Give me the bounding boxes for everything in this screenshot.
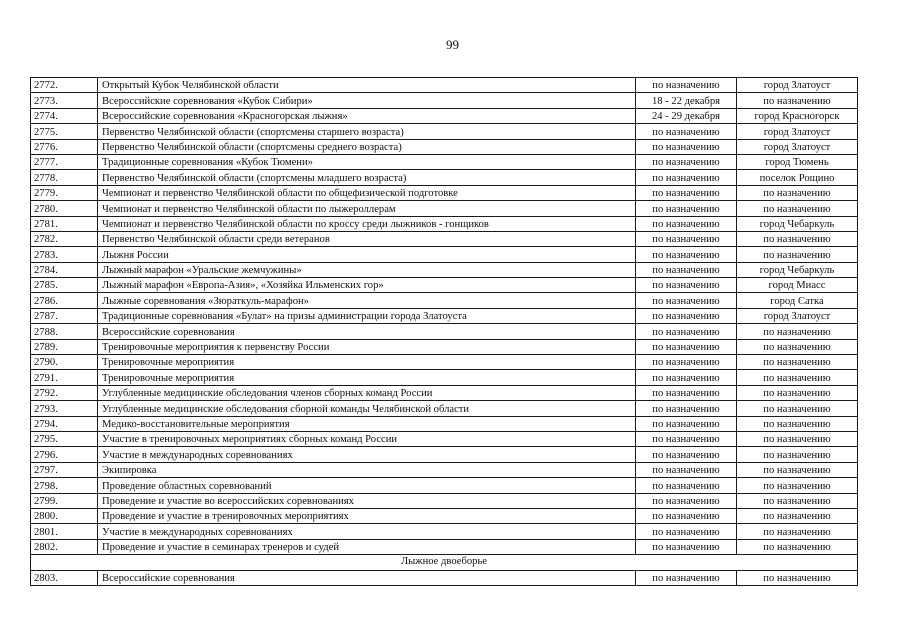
row-number: 2791. bbox=[31, 370, 98, 385]
event-place: по назначению bbox=[737, 570, 858, 585]
event-name: Чемпионат и первенство Челябинской области по общефизической подготовке bbox=[98, 185, 636, 200]
row-number: 2787. bbox=[31, 308, 98, 323]
event-date: по назначению bbox=[636, 478, 737, 493]
event-date: по назначению bbox=[636, 370, 737, 385]
event-place: по назначению bbox=[737, 462, 858, 477]
event-name: Традиционные соревнования «Кубок Тюмени» bbox=[98, 154, 636, 169]
event-place: город Миасс bbox=[737, 278, 858, 293]
table-row bbox=[31, 462, 858, 477]
event-name: Лыжный марафон «Европа-Азия», «Хозяйка Ильменских гор» bbox=[98, 278, 636, 293]
event-date: по назначению bbox=[636, 385, 737, 400]
event-place: город Красногорск bbox=[737, 108, 858, 123]
event-place: по назначению bbox=[737, 401, 858, 416]
event-date: по назначению bbox=[636, 247, 737, 262]
row-number: 2790. bbox=[31, 355, 98, 370]
row-number: 2794. bbox=[31, 416, 98, 431]
table-row bbox=[31, 185, 858, 200]
event-date: по назначению bbox=[636, 524, 737, 539]
event-date: по назначению bbox=[636, 185, 737, 200]
event-name: Проведение и участие в семинарах тренеров и судей bbox=[98, 539, 636, 554]
event-name: Тренировочные мероприятия bbox=[98, 370, 636, 385]
event-place: по назначению bbox=[737, 539, 858, 554]
event-place: по назначению bbox=[737, 447, 858, 462]
row-number: 2802. bbox=[31, 539, 98, 554]
row-number: 2784. bbox=[31, 262, 98, 277]
event-name: Тренировочные мероприятия к первенству России bbox=[98, 339, 636, 354]
table-row bbox=[31, 478, 858, 493]
table-row bbox=[31, 139, 858, 154]
table-row bbox=[31, 431, 858, 446]
event-date: по назначению bbox=[636, 539, 737, 554]
table-row bbox=[31, 293, 858, 308]
event-date: по назначению bbox=[636, 308, 737, 323]
event-place: по назначению bbox=[737, 385, 858, 400]
table-row bbox=[31, 308, 858, 323]
event-place: по назначению bbox=[737, 431, 858, 446]
event-name: Первенство Челябинской области среди ветеранов bbox=[98, 231, 636, 246]
event-date: по назначению bbox=[636, 278, 737, 293]
event-name: Участие в международных соревнованиях bbox=[98, 524, 636, 539]
row-number: 2778. bbox=[31, 170, 98, 185]
event-name: Первенство Челябинской области (спортсмены младшего возраста) bbox=[98, 170, 636, 185]
event-place: город Сатка bbox=[737, 293, 858, 308]
row-number: 2773. bbox=[31, 93, 98, 108]
event-name: Экипировка bbox=[98, 462, 636, 477]
event-date: по назначению bbox=[636, 231, 737, 246]
row-number: 2772. bbox=[31, 78, 98, 93]
row-number: 2774. bbox=[31, 108, 98, 123]
event-place: по назначению bbox=[737, 93, 858, 108]
event-name: Всероссийские соревнования bbox=[98, 324, 636, 339]
row-number: 2786. bbox=[31, 293, 98, 308]
row-number: 2785. bbox=[31, 278, 98, 293]
event-name: Проведение областных соревнований bbox=[98, 478, 636, 493]
event-date: по назначению bbox=[636, 124, 737, 139]
event-place: город Златоуст bbox=[737, 78, 858, 93]
event-name: Всероссийские соревнования «Красногорская лыжня» bbox=[98, 108, 636, 123]
row-number: 2779. bbox=[31, 185, 98, 200]
event-date: по назначению bbox=[636, 262, 737, 277]
table-row bbox=[31, 539, 858, 554]
event-place: по назначению bbox=[737, 355, 858, 370]
row-number: 2793. bbox=[31, 401, 98, 416]
event-date: по назначению bbox=[636, 324, 737, 339]
event-date: по назначению bbox=[636, 570, 737, 585]
event-date: по назначению bbox=[636, 462, 737, 477]
event-name: Традиционные соревнования «Булат» на призы администрации города Златоуста bbox=[98, 308, 636, 323]
table-row bbox=[31, 355, 858, 370]
event-name: Лыжный марафон «Уральские жемчужины» bbox=[98, 262, 636, 277]
event-place: город Тюмень bbox=[737, 154, 858, 169]
row-number: 2788. bbox=[31, 324, 98, 339]
event-place: по назначению bbox=[737, 524, 858, 539]
event-place: город Чебаркуль bbox=[737, 216, 858, 231]
event-place: город Златоуст bbox=[737, 308, 858, 323]
event-place: по назначению bbox=[737, 493, 858, 508]
section-header-row bbox=[31, 555, 858, 570]
table-row bbox=[31, 447, 858, 462]
table-row bbox=[31, 324, 858, 339]
table-row bbox=[31, 339, 858, 354]
event-name: Проведение и участие в тренировочных мероприятиях bbox=[98, 508, 636, 523]
event-date: по назначению bbox=[636, 416, 737, 431]
table-row bbox=[31, 247, 858, 262]
event-name: Лыжня России bbox=[98, 247, 636, 262]
table-row bbox=[31, 108, 858, 123]
table-row bbox=[31, 508, 858, 523]
events-table-body bbox=[31, 78, 858, 586]
event-name: Чемпионат и первенство Челябинской области по лыжероллерам bbox=[98, 201, 636, 216]
row-number: 2792. bbox=[31, 385, 98, 400]
row-number: 2783. bbox=[31, 247, 98, 262]
event-name: Чемпионат и первенство Челябинской области по кроссу среди лыжников - гонщиков bbox=[98, 216, 636, 231]
event-date: по назначению bbox=[636, 78, 737, 93]
event-place: по назначению bbox=[737, 231, 858, 246]
event-date: по назначению bbox=[636, 201, 737, 216]
event-name: Углубленные медицинские обследования сборной команды Челябинской области bbox=[98, 401, 636, 416]
event-place: поселок Рощино bbox=[737, 170, 858, 185]
event-date: по назначению bbox=[636, 154, 737, 169]
table-row bbox=[31, 370, 858, 385]
event-place: по назначению bbox=[737, 247, 858, 262]
event-date: по назначению bbox=[636, 508, 737, 523]
table-row bbox=[31, 170, 858, 185]
table-row bbox=[31, 231, 858, 246]
table-row bbox=[31, 278, 858, 293]
event-name: Всероссийские соревнования bbox=[98, 570, 636, 585]
row-number: 2801. bbox=[31, 524, 98, 539]
event-date: по назначению bbox=[636, 431, 737, 446]
row-number: 2780. bbox=[31, 201, 98, 216]
event-date: по назначению bbox=[636, 293, 737, 308]
event-place: по назначению bbox=[737, 324, 858, 339]
event-place: по назначению bbox=[737, 478, 858, 493]
row-number: 2795. bbox=[31, 431, 98, 446]
event-date: по назначению bbox=[636, 355, 737, 370]
row-number: 2798. bbox=[31, 478, 98, 493]
row-number: 2799. bbox=[31, 493, 98, 508]
table-row bbox=[31, 385, 858, 400]
event-name: Открытый Кубок Челябинской области bbox=[98, 78, 636, 93]
row-number: 2782. bbox=[31, 231, 98, 246]
event-date: по назначению bbox=[636, 447, 737, 462]
table-row bbox=[31, 78, 858, 93]
table-row bbox=[31, 524, 858, 539]
event-date: по назначению bbox=[636, 401, 737, 416]
events-table bbox=[30, 77, 858, 586]
event-name: Первенство Челябинской области (спортсмены старшего возраста) bbox=[98, 124, 636, 139]
table-row bbox=[31, 570, 858, 585]
row-number: 2775. bbox=[31, 124, 98, 139]
table-row bbox=[31, 493, 858, 508]
row-number: 2796. bbox=[31, 447, 98, 462]
event-name: Участие в тренировочных мероприятиях сборных команд России bbox=[98, 431, 636, 446]
row-number: 2776. bbox=[31, 139, 98, 154]
table-row bbox=[31, 216, 858, 231]
event-place: город Златоуст bbox=[737, 139, 858, 154]
event-date: по назначению bbox=[636, 493, 737, 508]
event-date: по назначению bbox=[636, 139, 737, 154]
table-row bbox=[31, 416, 858, 431]
event-name: Углубленные медицинские обследования членов сборных команд России bbox=[98, 385, 636, 400]
row-number: 2800. bbox=[31, 508, 98, 523]
row-number: 2797. bbox=[31, 462, 98, 477]
row-number: 2777. bbox=[31, 154, 98, 169]
table-row bbox=[31, 201, 858, 216]
section-title: Лыжное двоеборье bbox=[31, 555, 858, 570]
event-place: по назначению bbox=[737, 185, 858, 200]
event-name: Лыжные соревнования «Зюраткуль-марафон» bbox=[98, 293, 636, 308]
table-row bbox=[31, 93, 858, 108]
table-row bbox=[31, 124, 858, 139]
event-place: по назначению bbox=[737, 201, 858, 216]
row-number: 2781. bbox=[31, 216, 98, 231]
row-number: 2789. bbox=[31, 339, 98, 354]
event-name: Проведение и участие во всероссийских соревнованиях bbox=[98, 493, 636, 508]
event-date: по назначению bbox=[636, 216, 737, 231]
row-number: 2803. bbox=[31, 570, 98, 585]
event-name: Первенство Челябинской области (спортсмены среднего возраста) bbox=[98, 139, 636, 154]
event-date: по назначению bbox=[636, 170, 737, 185]
event-place: по назначению bbox=[737, 508, 858, 523]
event-date: по назначению bbox=[636, 339, 737, 354]
page-number: 99 bbox=[446, 37, 459, 52]
event-place: город Златоуст bbox=[737, 124, 858, 139]
table-row bbox=[31, 262, 858, 277]
event-name: Тренировочные мероприятия bbox=[98, 355, 636, 370]
event-place: по назначению bbox=[737, 416, 858, 431]
event-name: Участие в международных соревнованиях bbox=[98, 447, 636, 462]
event-name: Медико-восстановительные мероприятия bbox=[98, 416, 636, 431]
event-place: по назначению bbox=[737, 370, 858, 385]
table-row bbox=[31, 401, 858, 416]
event-place: город Чебаркуль bbox=[737, 262, 858, 277]
table-row bbox=[31, 154, 858, 169]
event-date: 24 - 29 декабря bbox=[636, 108, 737, 123]
event-place: по назначению bbox=[737, 339, 858, 354]
event-date: 18 - 22 декабря bbox=[636, 93, 737, 108]
event-name: Всероссийские соревнования «Кубок Сибири» bbox=[98, 93, 636, 108]
